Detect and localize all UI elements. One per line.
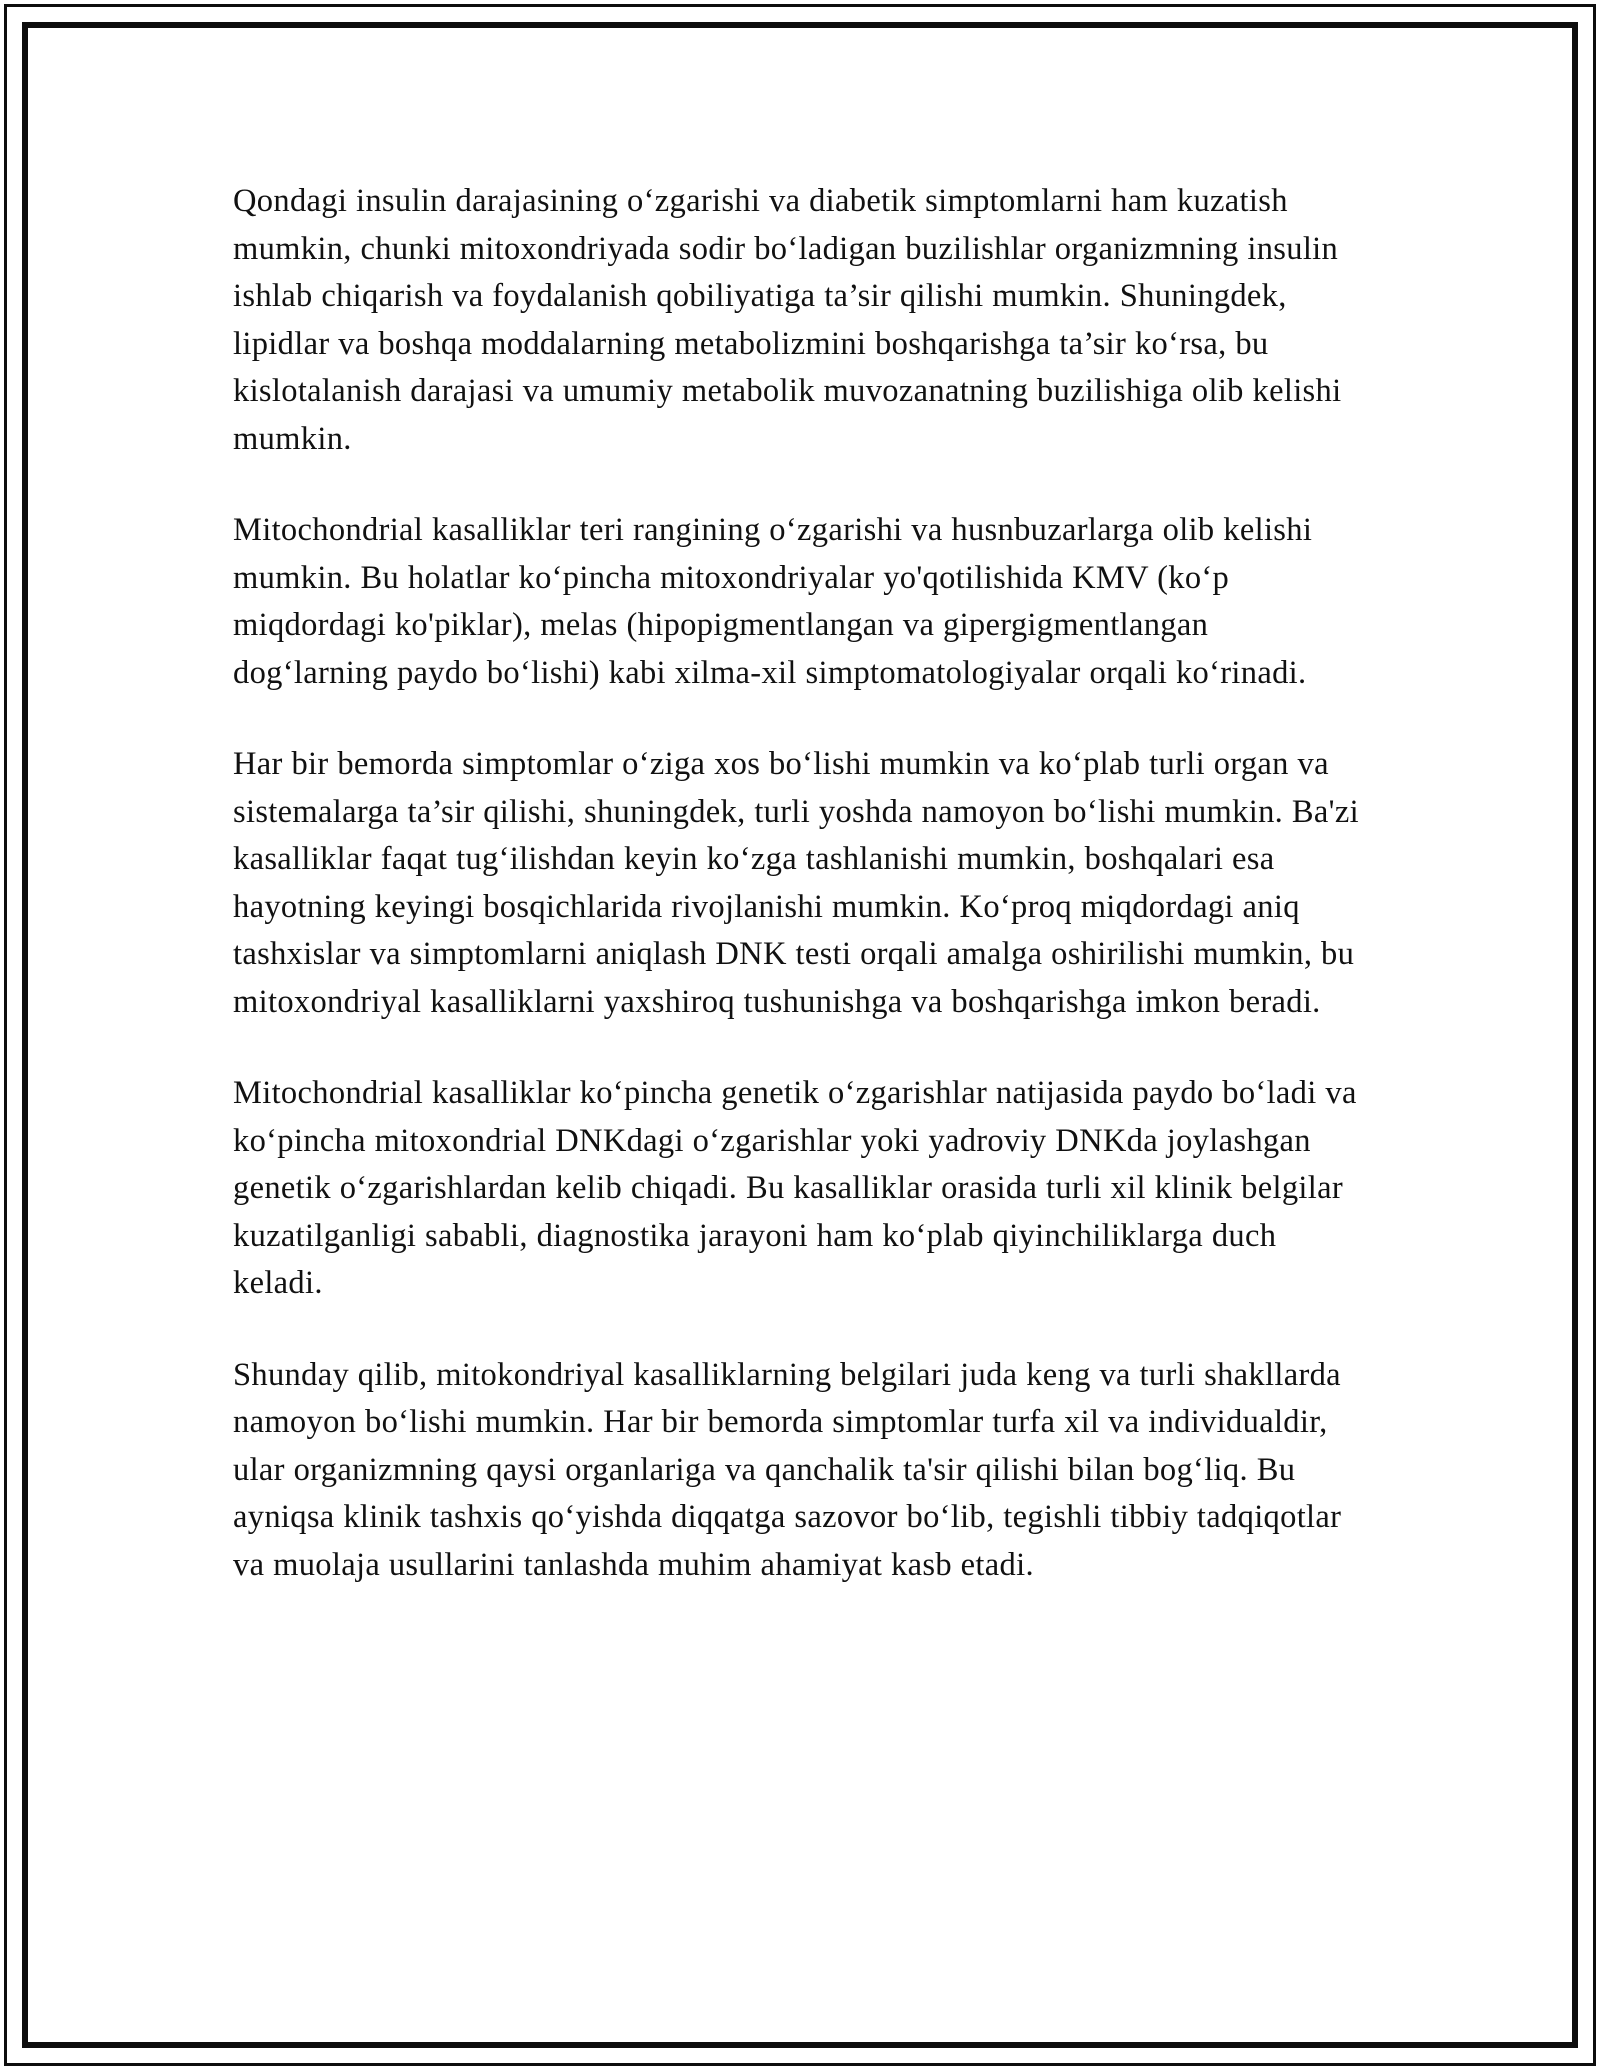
body-paragraph-1: Qondagi insulin darajasining o‘zgarishi va diabetik simptomlarni ham kuzatish mumkin, chunki mitoxondriyada sodir bo‘ladigan buzilishlar organizmning insulin ishlab chiqarish va foydalanish qobiliyatiga ta’sir qilishi mumkin. Shuningdek, lipidlar va boshqa moddalarning metabolizmini boshqarishga ta’sir ko‘rsa, bu kislotalanish darajasi va umumiy metabolik muvozanatning buzilishiga olib kelishi mumkin.	[233, 183, 1342, 457]
body-paragraph-5: Shunday qilib, mitokondriyal kasalliklarning belgilari juda keng va turli shakllarda namoyon bo‘lishi mumkin. Har bir bemorda simptomlar turfa xil va individualdir, ular organizmning qaysi organlariga va qanchalik ta'sir qilishi bilan bog‘liq. Bu ayniqsa klinik tashxis qo‘yishda diqqatga sazovor bo‘lib, tegishli tibbiy tadqiqotlar va muolaja usullarini tanlashda muhim ahamiyat kasb etadi.	[233, 1356, 1342, 1583]
body-paragraph-3: Har bir bemorda simptomlar o‘ziga xos bo‘lishi mumkin va ko‘plab turli organ va sistemalarga ta’sir qilishi, shuningdek, turli yoshda namoyon bo‘lishi mumkin. Ba'zi kasalliklar faqat tug‘ilishdan keyin ko‘zga tashlanishi mumkin, boshqalari esa hayotning keyingi bosqichlarida rivojlanishi mumkin. Ko‘proq miqdordagi aniq tashxislar va simptomlarni aniqlash DNK testi orqali amalga oshirilishi mumkin, bu mitoxondriyal kasalliklarni yaxshiroq tushunishga va boshqarishga imkon beradi.	[233, 746, 1359, 1020]
document-page	[28, 28, 1572, 2042]
document-body	[233, 178, 1363, 1589]
body-paragraph-4: Mitochondrial kasalliklar ko‘pincha genetik o‘zgarishlar natijasida paydo bo‘ladi va ko‘pincha mitoxondrial DNKdagi o‘zgarishlar yoki yadroviy DNKda joylashgan genetik o‘zgarishlardan kelib chiqadi. Bu kasalliklar orasida turli xil klinik belgilar kuzatilganligi sababli, diagnostika jarayoni ham ko‘plab qiyinchiliklarga duch keladi.	[233, 1075, 1357, 1301]
body-paragraph-2: Mitochondrial kasalliklar teri rangining o‘zgarishi va husnbuzarlarga olib kelishi mumkin. Bu holatlar ko‘pincha mitoxondriyalar yo'qotilishida KMV (ko‘p miqdordagi ko'piklar), melas (hipopigmentlangan va gipergigmentlangan dog‘larning paydo bo‘lishi) kabi xilma-xil simptomatologiyalar orqali ko‘rinadi.	[233, 512, 1313, 691]
